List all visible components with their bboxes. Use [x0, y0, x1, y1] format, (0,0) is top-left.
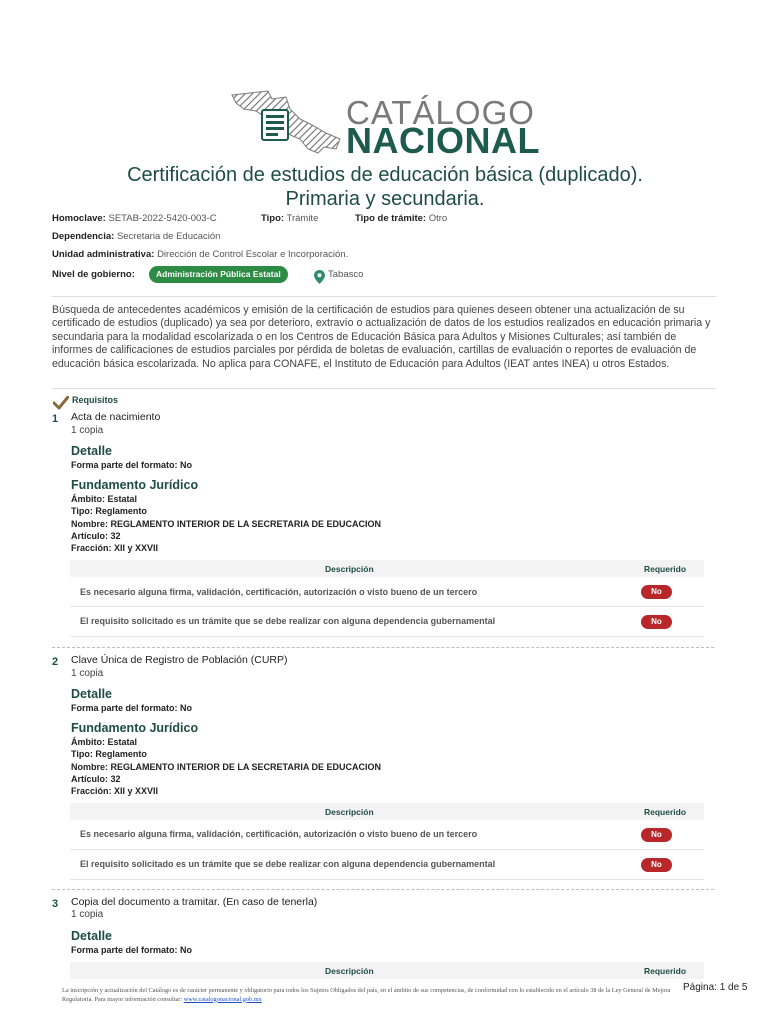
- tipo-label: Tipo:: [261, 213, 285, 224]
- tramite-description: Búsqueda de antecedentes académicos y emisión de la certificación de estudios para quienes deseen obtener una actualización de su certificado de estudios (duplicado) ya sea por deterioro, extravío o actualización de datos de los estudios realizados en educación primaria y secundaria para la modalidad escolarizada o en los Centros de Educación Básica para Adultos y Misiones Culturales; así también de informes de calificaciones de estudios parciales por pérdida de boletas de evaluación, cartillas de evaluación o reportes de evaluación de educación básica escolarizada. No aplica para CONAFE, el Instituto de Educación para Adultos (IEAT antes INEA) u otros Estados.: [52, 304, 711, 370]
- nivel-gobierno-label: Nivel de gobierno:: [52, 269, 135, 280]
- document-icon: [261, 109, 291, 141]
- map-pin-icon: [314, 270, 325, 284]
- logo-wordmark-line2: NACIONAL: [346, 120, 540, 161]
- requisito-number: 2: [52, 656, 59, 668]
- requisito-name: Copia del documento a tramitar. (En caso de tenerla): [71, 896, 318, 908]
- requisito-number: 3: [52, 898, 59, 910]
- table-header: [70, 560, 704, 577]
- page-title-line2: Primaria y secundaria.: [285, 188, 485, 210]
- dependencia: [52, 231, 220, 242]
- forma-parte: Forma parte del formato: No: [71, 945, 193, 955]
- forma-parte: Forma parte del formato: No: [71, 460, 193, 470]
- checkmark-icon: [53, 396, 69, 410]
- catalogo-link[interactable]: www.catalogonacional.gob.mx: [183, 995, 262, 1003]
- tipo: [261, 213, 318, 224]
- estado: Tabasco: [328, 269, 364, 280]
- footer-legal: La inscripción y actualización del Catálogo es de carácter permanente y obligatorio para todos los Sujetos Obligados del país, en el ámbito de sus competencias, de conformidad con lo establecido en el artículo 38 de la Ley General de Mejora Regulatoria. Para mayor información consultar: www.catalogonacional.gob.mx: [62, 987, 671, 1003]
- table-row: Es necesario alguna firma, validación, certificación, autorización o visto bueno de un tercero: [80, 587, 478, 597]
- th-descripcion: Descripción: [325, 966, 374, 976]
- fundamento-details: Ámbito: Estatal Tipo: Reglamento Nombre: REGLAMENTO INTERIOR DE LA SECRETARIA DE EDUCACION Artículo: 32 Fracción: XII y XXVII: [71, 494, 382, 554]
- th-requerido: Requerido: [644, 807, 687, 817]
- fundamento-details: Ámbito: Estatal Tipo: Reglamento Nombre: REGLAMENTO INTERIOR DE LA SECRETARIA DE EDUCACION Artículo: 32 Fracción: XII y XXVII: [71, 737, 382, 797]
- logo-wordmark-line1: CATÁLOGO: [346, 94, 535, 131]
- tipo-tramite: [355, 213, 447, 224]
- status-badge: No: [641, 828, 672, 842]
- homoclave-value: SETAB-2022-5420-003-C: [108, 213, 217, 224]
- th-requerido: Requerido: [644, 966, 687, 976]
- table-header: [70, 803, 704, 820]
- row-divider: [70, 849, 704, 850]
- row-divider: [70, 606, 704, 607]
- requisito-number: 1: [52, 413, 59, 425]
- requisito-name: Acta de nacimiento: [71, 411, 161, 423]
- forma-parte: Forma parte del formato: No: [71, 703, 193, 713]
- unidad-administrativa: [52, 249, 348, 260]
- table-header: [70, 962, 704, 979]
- requisito-copies: 1 copia: [71, 668, 104, 679]
- page-number: Página: 1 de 5: [683, 982, 748, 993]
- tipo-value: Trámite: [286, 213, 319, 224]
- detalle-heading: Detalle: [71, 444, 112, 458]
- requisito-name: Clave Única de Registro de Población (CURP): [71, 654, 288, 666]
- page-title-line1: Certificación de estudios de educación básica (duplicado).: [127, 164, 643, 186]
- tipo-tramite-label: Tipo de trámite:: [355, 213, 427, 224]
- tipo-tramite-value: Otro: [428, 213, 448, 224]
- th-descripcion: Descripción: [325, 807, 374, 817]
- table-row: Es necesario alguna firma, validación, certificación, autorización o visto bueno de un tercero: [80, 829, 478, 839]
- th-descripcion: Descripción: [325, 564, 374, 574]
- status-badge: No: [641, 585, 672, 599]
- status-badge: No: [641, 615, 672, 629]
- th-requerido: Requerido: [644, 564, 687, 574]
- dependencia-value: Secretaria de Educación: [116, 231, 221, 242]
- divider: [52, 388, 716, 389]
- table-row: El requisito solicitado es un trámite que se debe realizar con alguna dependencia gubernamental: [80, 616, 496, 626]
- fundamento-heading: Fundamento Jurídico: [71, 478, 199, 492]
- requisito-copies: 1 copia: [71, 909, 104, 920]
- row-divider: [70, 879, 704, 880]
- homoclave-label: Homoclave:: [52, 213, 106, 224]
- section-divider: [52, 889, 714, 890]
- table-row: El requisito solicitado es un trámite que se debe realizar con alguna dependencia gubernamental: [80, 859, 496, 869]
- requisitos-heading: Requisitos: [72, 395, 119, 405]
- homoclave: [52, 213, 217, 224]
- fundamento-heading: Fundamento Jurídico: [71, 721, 199, 735]
- nivel-gobierno-badge: Administración Pública Estatal: [149, 266, 288, 283]
- page-title: [60, 163, 710, 211]
- divider: [52, 296, 716, 297]
- row-divider: [70, 636, 704, 637]
- detalle-heading: Detalle: [71, 929, 112, 943]
- detalle-heading: Detalle: [71, 687, 112, 701]
- status-badge: No: [641, 858, 672, 872]
- dependencia-label: Dependencia:: [52, 231, 115, 242]
- section-divider: [52, 647, 714, 648]
- unidad-value: Dirección de Control Escolar e Incorporación.: [157, 249, 349, 260]
- requisito-copies: 1 copia: [71, 425, 104, 436]
- unidad-label: Unidad administrativa:: [52, 249, 155, 260]
